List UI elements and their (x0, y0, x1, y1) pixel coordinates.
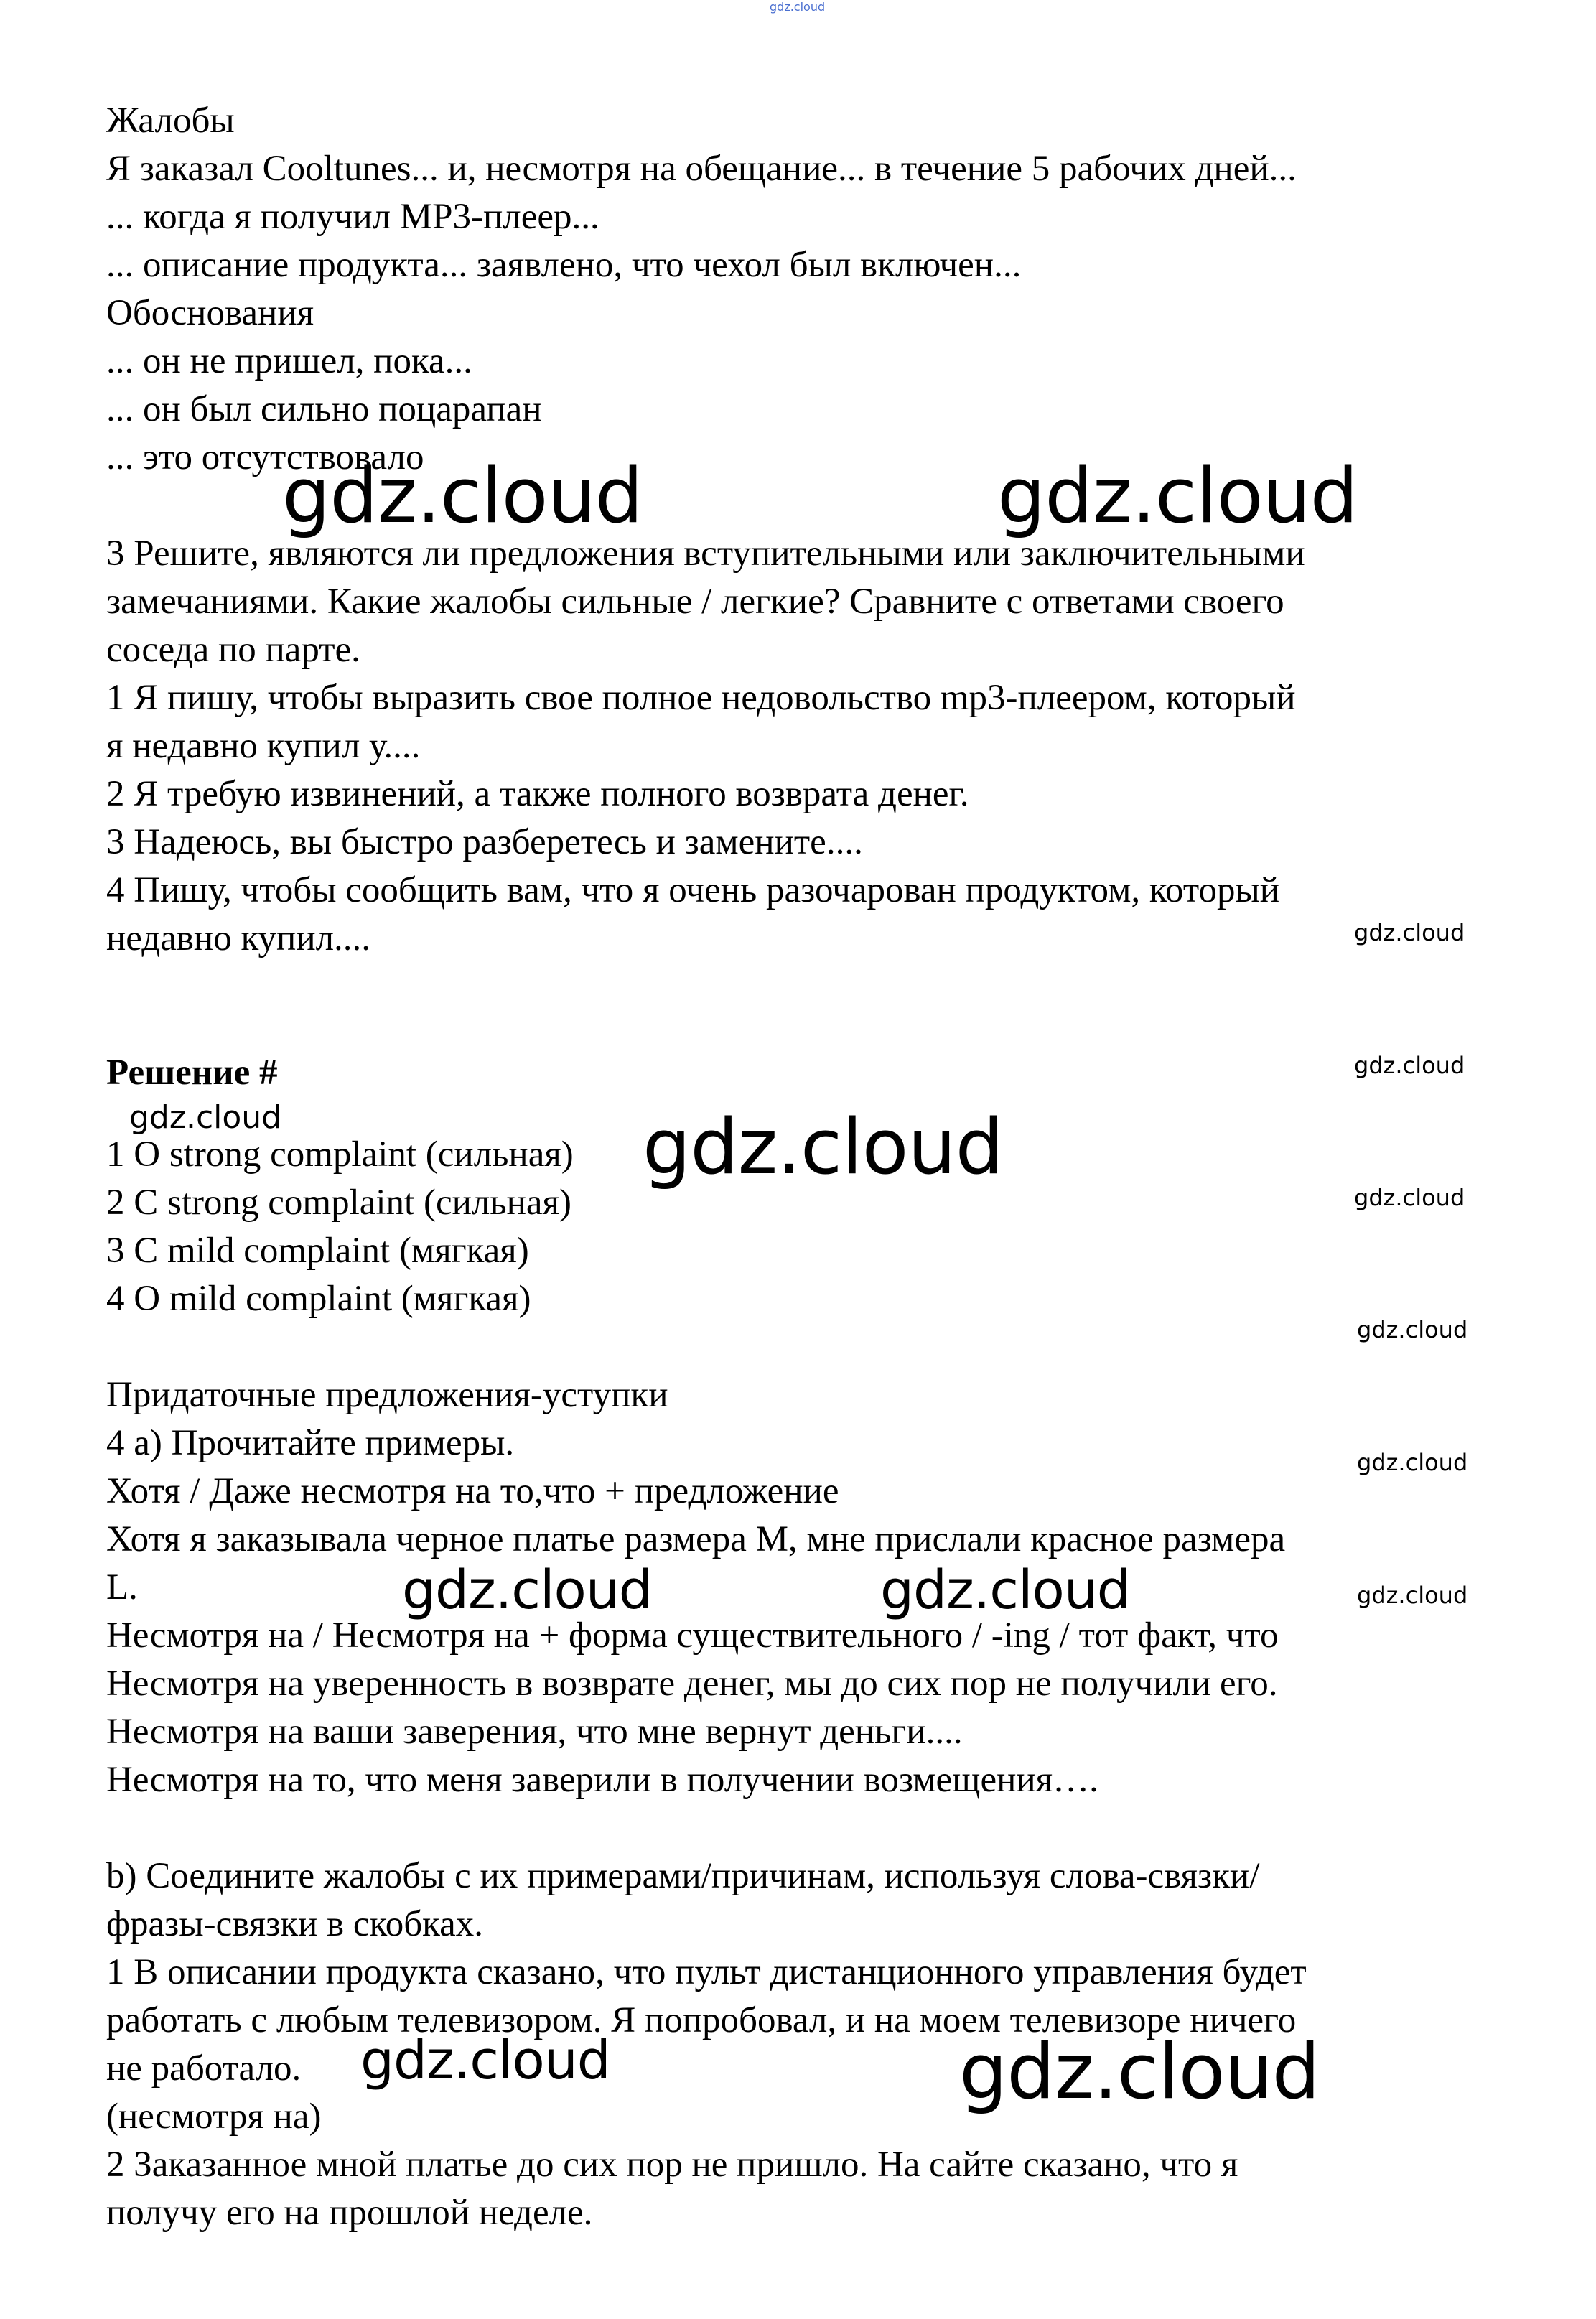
watermark: gdz.cloud (1357, 1316, 1468, 1343)
text-line: ... он не пришел, пока... (106, 341, 472, 381)
answer-line: 2 C strong complaint (сильная) (106, 1182, 571, 1223)
text-line: Хотя я заказывала черное платье размера M, мне прислали красное размера (106, 1519, 1286, 1559)
text-line: Несмотря на уверенность в возврате денег, мы до сих пор не получили его. (106, 1664, 1278, 1704)
text-line: я недавно купил у.... (106, 726, 421, 766)
watermark: gdz.cloud (402, 1559, 652, 1621)
watermark: gdz.cloud (1354, 919, 1465, 946)
section-heading: Придаточные предложения-уступки (106, 1375, 668, 1415)
watermark: gdz.cloud (360, 2030, 610, 2091)
text-line: Несмотря на ваши заверения, что мне вернут деньги.... (106, 1712, 963, 1752)
watermark: gdz.cloud (282, 452, 643, 540)
text-line: 1 Я пишу, чтобы выразить свое полное недовольство mp3-плеером, который (106, 678, 1296, 718)
text-line: Несмотря на то, что меня заверили в получении возмещения…. (106, 1760, 1098, 1800)
text-line: ... это отсутствовало (106, 437, 424, 477)
answer-line: 4 O mild complaint (мягкая) (106, 1279, 531, 1319)
answer-line: 1 O strong complaint (сильная) (106, 1134, 574, 1175)
text-line: 1 В описании продукта сказано, что пульт дистанционного управления будет (106, 1952, 1307, 1992)
text-line: не работало. (106, 2048, 302, 2089)
watermark: gdz.cloud (643, 1103, 1003, 1191)
exercise-4a-instruction: 4 a) Прочитайте примеры. (106, 1423, 515, 1463)
exercise-4b-instruction: b) Соедините жалобы с их примерами/причинам, используя слова-связки/ (106, 1856, 1260, 1896)
text-line: недавно купил.... (106, 918, 371, 958)
text-line: 2 Заказанное мной платье до сих пор не пришло. На сайте сказано, что я (106, 2145, 1238, 2185)
text-line: получу его на прошлой неделе. (106, 2193, 593, 2233)
text-line: 2 Я требую извинений, а также полного возврата денег. (106, 774, 969, 814)
heading-justifications: Обоснования (106, 293, 314, 333)
watermark: gdz.cloud (770, 0, 826, 14)
exercise-3-instruction: 3 Решите, являются ли предложения вступительными или заключительными (106, 533, 1305, 574)
watermark: gdz.cloud (1354, 1184, 1465, 1211)
watermark: gdz.cloud (1357, 1582, 1468, 1609)
text-line: (несмотря на) (106, 2096, 322, 2137)
heading-complaints: Жалобы (106, 101, 235, 141)
text-line: 3 Надеюсь, вы быстро разберетесь и замените.... (106, 822, 863, 862)
exercise-3-instruction: соседа по парте. (106, 630, 360, 670)
solution-heading: Решение # (106, 1053, 278, 1093)
text-line: Хотя / Даже несмотря на то,что + предложение (106, 1471, 839, 1511)
text-line: Я заказал Cooltunes... и, несмотря на обещание... в течение 5 рабочих дней... (106, 149, 1297, 189)
text-line: L. (106, 1567, 138, 1608)
watermark: gdz.cloud (880, 1559, 1130, 1621)
watermark: gdz.cloud (1354, 1052, 1465, 1079)
text-line: 4 Пишу, чтобы сообщить вам, что я очень разочарован продуктом, который (106, 870, 1280, 910)
text-line: ... когда я получил MP3-плеер... (106, 197, 599, 237)
watermark: gdz.cloud (1357, 1449, 1468, 1476)
text-line: ... описание продукта... заявлено, что чехол был включен... (106, 245, 1022, 285)
watermark: gdz.cloud (129, 1099, 282, 1136)
text-line: Несмотря на / Несмотря на + форма существительного / -ing / тот факт, что (106, 1615, 1279, 1656)
text-line: ... он был сильно поцарапан (106, 389, 542, 429)
exercise-4b-instruction: фразы-связки в скобках. (106, 1904, 484, 1944)
watermark: gdz.cloud (997, 452, 1358, 540)
exercise-3-instruction: замечаниями. Какие жалобы сильные / легкие? Сравните с ответами своего (106, 582, 1284, 622)
text-line: работать с любым телевизором. Я попробовал, и на моем телевизоре ничего (106, 2000, 1297, 2040)
watermark: gdz.cloud (959, 2028, 1320, 2116)
answer-line: 3 C mild complaint (мягкая) (106, 1231, 529, 1271)
